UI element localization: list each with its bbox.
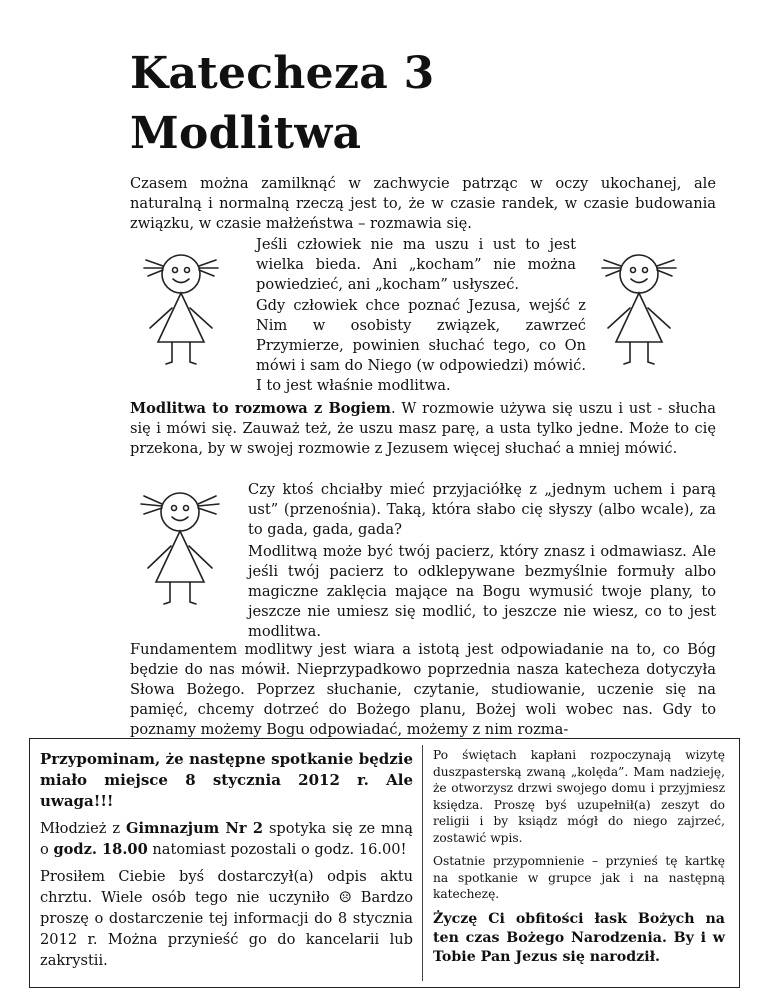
youth-pre: Młodzież z [40,820,126,837]
ears-paragraph: Jeśli człowiek nie ma uszu i ust to jest wielka bieda. Ani „kocham” nie można powiedzieć, ani „kocham” usłyszeć. [256,236,576,293]
christmas-wishes: Życzę Ci obfitości łask Bożych na ten czas Bożego Narodzenia. By i w Tobie Pan Jezus się narodził. [433,910,725,965]
intro-paragraph: Czasem można zamilknąć w zachwycie patrząc w oczy ukochanej, ale naturalną i normalną rzeczą jest to, że w czasie randek, w czasie budowania związku, w czasie małżeństwa – rozmawia się. [130,175,716,232]
girl-drawing-left [136,244,226,374]
definition-paragraph [130,399,716,459]
notice-right-column [433,747,725,974]
youth-mid: spotyka się ze mną o [40,820,414,858]
pacierz-paragraph: Modlitwą może być twój pacierz, który znasz i odmawiasz. Ale jeśli twój pacierz to odklepywane bezmyślnie formuły albo magiczne zaklęcia mające na Bogu wymusić twoje plany, to jeszcze nie umiesz się modlić, to jeszcze nie wiesz, co to jest modlitwa. [248,543,716,640]
youth-school: Gimnazjum Nr 2 [126,820,264,837]
girl-drawing-right [594,244,684,374]
baptism-request: Prosiłem Ciebie byś dostarczył(a) odpis aktu chrztu. Wiele osób tego nie uczyniło ☹ Bardzo proszę o dostarczenie tej informacji do 8 stycznia 2012 r. Można przynieść go do kancelarii lub zakrystii. [40,868,413,969]
page-title [130,44,435,164]
last-reminder: Ostatnie przypomnienie – przynieś tę kartkę na spotkanie w grupce jak i na następną katechezę. [433,854,725,901]
definition-rest: . W rozmowie używa się uszu i ust - słucha się i mówi się. Zauważ też, że uszu masz parę, a usta tylko jedne. Może to cię przekona, by w swojej rozmowie z Jezusem więcej słuchać a mniej mówić. [130,400,716,457]
title-line-2: Modlitwa [130,108,362,159]
youth-post: natomiast pozostali o godz. 16.00! [147,841,407,858]
definition-bold: Modlitwa to rozmowa z Bogiem [130,400,391,417]
jesus-paragraph: Gdy człowiek chce poznać Jezusa, wejść z Nim w osobisty związek, zawrzeć Przymierze, powinien słuchać tego, co On mówi i sam do Niego (w odpowiedzi) mówić. I to jest właśnie modlitwa. [256,297,586,394]
pacierz-paragraph-wrap [248,542,716,640]
youth-schedule [40,818,413,860]
faith-paragraph: Fundamentem modlitwy jest wiara a istotą jest odpowiadanie na to, co Bóg będzie do nas mówił. Nieprzypadkowo poprzednia nasza katecheza dotyczyła Słowa Bożego. Poprzez słuchanie, czytanie, studiowanie, uczenie się na pamięć, chcemy dotrzeć do Bożego planu, Bożej woli wobec nas. Gdy to poznamy możemy Bogu odpowiadać, możemy z nim rozma- [130,641,716,738]
meeting-reminder: Przypominam, że następne spotkanie będzie miało miejsce 8 stycznia 2012 r. Ale uwaga!!! [40,750,413,810]
koleda-info: Po świętach kapłani rozpoczynają wizytę duszpasterską zwaną „kolęda”. Mam nadzieję, że otworzysz drzwi swojego domu i przyjmiesz księdza. Proszę byś uzupełnił(a) zeszyt do religii i by ksiądz mógł do niego zajrzeć, zostawić wpis. [433,748,725,845]
friend-paragraph: Czy ktoś chciałby mieć przyjaciółkę z „jednym uchem i parą ust” (przenośnia). Taką, która słabo cię słyszy (albo wcale), za to gada, gada, gada? [248,481,716,538]
title-line-1: Katecheza 3 [130,48,435,99]
girl-drawing-middle [130,482,230,614]
youth-time: godz. 18.00 [53,841,148,858]
notice-box [29,738,740,988]
notice-divider [422,745,423,981]
notice-left-column [40,749,413,977]
